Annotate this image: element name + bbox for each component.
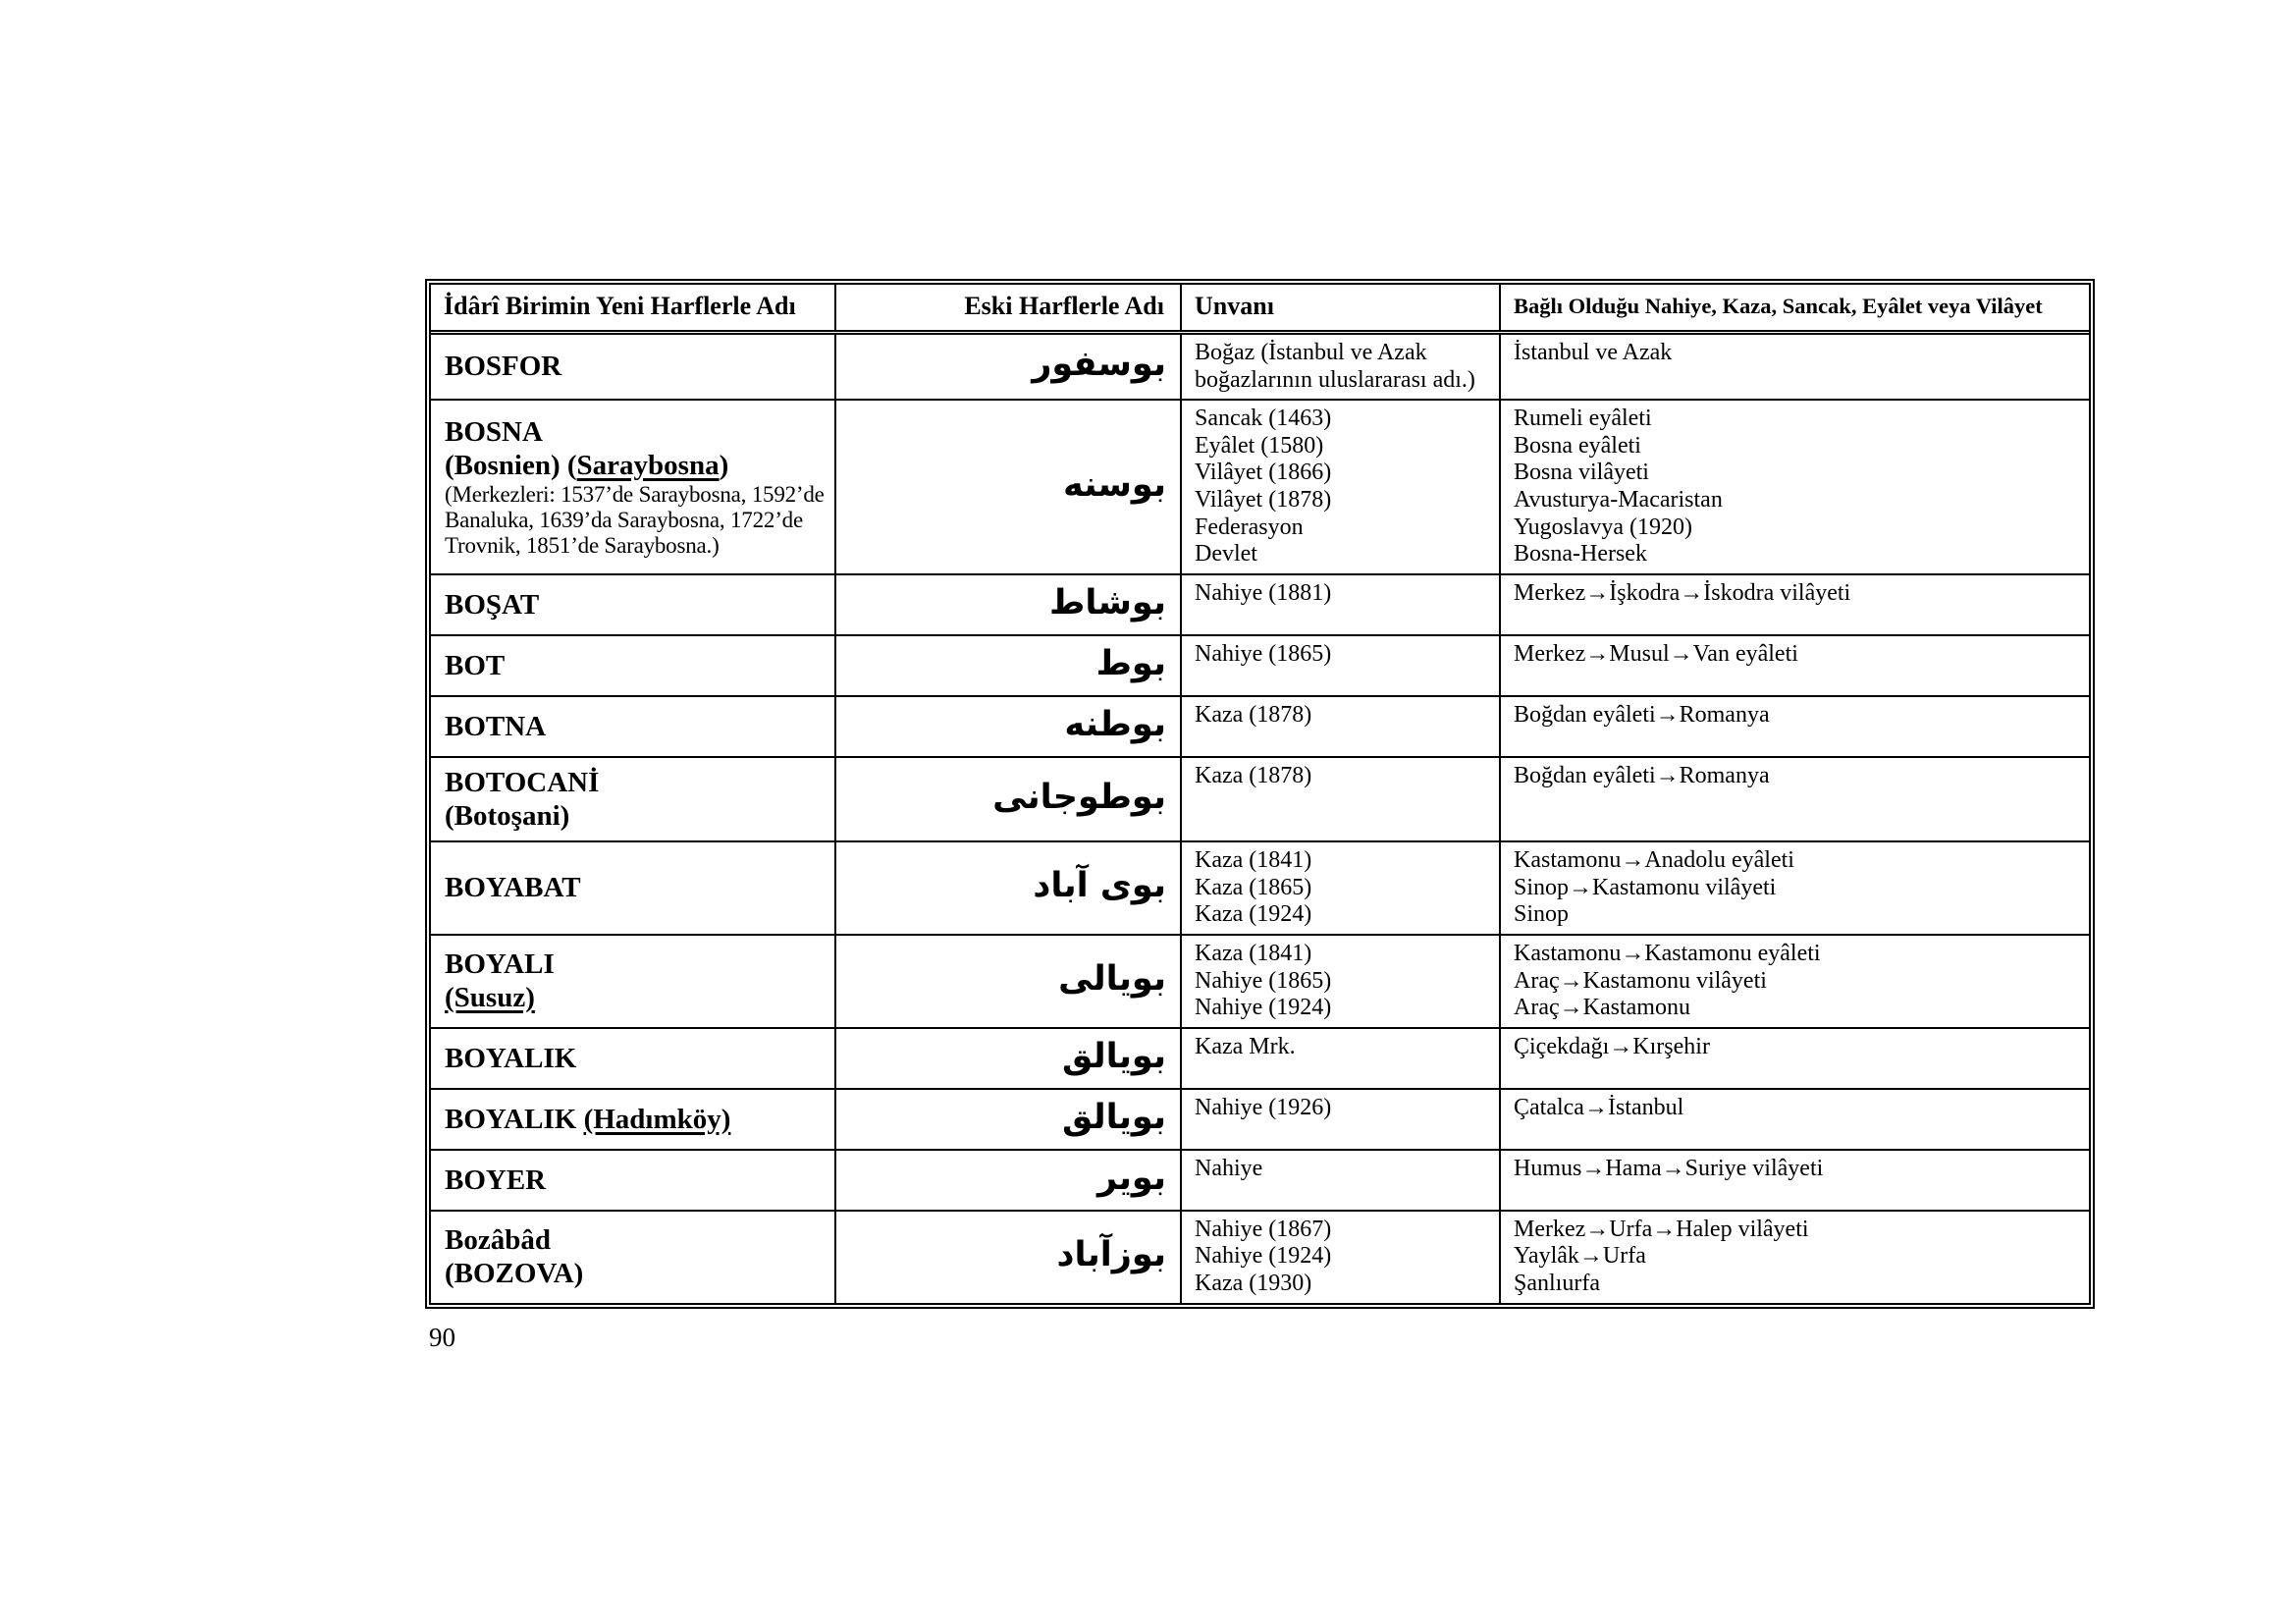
affiliation-cell xyxy=(1500,635,2089,696)
unit-name-line: BOŞAT xyxy=(445,588,540,621)
cell-line: Eyâlet (1580) xyxy=(1195,432,1324,459)
table-row xyxy=(431,841,2089,935)
ottoman-script-cell: بوطوجانى xyxy=(835,757,1181,841)
unit-name-line: BOYALIK (Hadımköy) xyxy=(445,1103,731,1135)
title-cell xyxy=(1181,757,1500,841)
cell-line: Kaza (1924) xyxy=(1195,901,1312,928)
unit-name-cell xyxy=(431,1150,835,1211)
unit-name-cell xyxy=(431,333,835,401)
ottoman-script-cell: بوير xyxy=(835,1150,1181,1211)
unit-name-line: (Bosnien) (Saraybosna) xyxy=(445,449,729,481)
cell-line: Şanlıurfa xyxy=(1514,1270,1600,1296)
cell-line: Nahiye (1926) xyxy=(1195,1094,1332,1120)
table-row xyxy=(431,400,2089,574)
cell-line: Kaza (1841) xyxy=(1195,940,1312,966)
cell-line: Boğaz (İstanbul ve Azak boğazlarının uluslararası adı.) xyxy=(1195,340,1475,393)
table-row xyxy=(431,935,2089,1028)
cell-line: Bosna vilâyeti xyxy=(1514,460,1649,486)
cell-line: Devlet xyxy=(1195,541,1257,568)
ottoman-script-cell: بويالى xyxy=(835,935,1181,1028)
cell-line: Bosna-Hersek xyxy=(1514,541,1647,568)
ottoman-script-cell: بوى آباد xyxy=(835,841,1181,935)
unit-name-line: (Susuz) xyxy=(445,982,535,1014)
cell-line: Sinop xyxy=(1514,901,1570,928)
cell-line: Avusturya-Macaristan xyxy=(1514,486,1723,513)
unit-name-note: (Merkezleri: 1537’de Saraybosna, 1592’de Banaluka, 1639’da Saraybosna, 1722’de Trovnik, 1851’de Saraybosna.) xyxy=(445,482,825,559)
title-cell xyxy=(1181,1028,1500,1089)
unit-name-line: (Botoşani) xyxy=(445,799,570,832)
header-affiliation: Bağlı Olduğu Nahiye, Kaza, Sancak, Eyâlet veya Vilâyet xyxy=(1500,285,2089,333)
table-row xyxy=(431,1028,2089,1089)
affiliation-cell xyxy=(1500,935,2089,1028)
cell-line: Araç→Kastamonu xyxy=(1514,995,1690,1021)
cell-line: Vilâyet (1878) xyxy=(1195,486,1332,513)
cell-line: Nahiye (1865) xyxy=(1195,640,1332,667)
unit-name-cell xyxy=(431,635,835,696)
unit-name-line: BOTOCANİ xyxy=(445,766,600,798)
cell-line: Nahiye xyxy=(1195,1155,1263,1181)
ottoman-script-cell: بويالق xyxy=(835,1028,1181,1089)
cell-line: İstanbul ve Azak xyxy=(1514,340,1673,365)
cell-line: Boğdan eyâleti→Romanya xyxy=(1514,701,1770,728)
header-new-letters-name: İdârî Birimin Yeni Harflerle Adı xyxy=(431,285,835,333)
cell-line: Kastamonu→Anadolu eyâleti xyxy=(1514,847,1794,874)
title-cell xyxy=(1181,935,1500,1028)
cell-line: Federasyon xyxy=(1195,514,1304,540)
cell-line: Kaza (1878) xyxy=(1195,701,1312,728)
table-row xyxy=(431,1211,2089,1303)
cell-line: Yaylâk→Urfa xyxy=(1514,1243,1646,1270)
unit-name-line: (BOZOVA) xyxy=(445,1258,584,1290)
unit-name-cell xyxy=(431,1089,835,1150)
cell-line: Nahiye (1865) xyxy=(1195,967,1332,994)
cell-line: Humus→Hama→Suriye vilâyeti xyxy=(1514,1155,1824,1181)
title-cell xyxy=(1181,1150,1500,1211)
cell-line: Kaza (1841) xyxy=(1195,847,1312,874)
cell-line: Sancak (1463) xyxy=(1195,406,1332,432)
table-row xyxy=(431,1150,2089,1211)
unit-name-line: BOYALI xyxy=(445,948,555,981)
unit-name-cell xyxy=(431,935,835,1028)
page-number: 90 xyxy=(429,1323,455,1352)
cell-line: Nahiye (1881) xyxy=(1195,579,1332,606)
unit-name-line: BOYABAT xyxy=(445,872,581,904)
title-cell xyxy=(1181,1211,1500,1303)
unit-name-line: BOSNA xyxy=(445,415,543,448)
unit-name-cell xyxy=(431,1211,835,1303)
affiliation-cell xyxy=(1500,841,2089,935)
header-title: Unvanı xyxy=(1181,285,1500,333)
unit-name-cell xyxy=(431,757,835,841)
cell-line: Nahiye (1924) xyxy=(1195,1243,1332,1270)
cell-line: Çiçekdağı→Kırşehir xyxy=(1514,1033,1710,1059)
unit-name-line: Bozâbâd xyxy=(445,1223,551,1256)
title-cell xyxy=(1181,635,1500,696)
cell-line: Yugoslavya (1920) xyxy=(1514,514,1692,540)
title-cell xyxy=(1181,333,1500,401)
cell-line: Merkez→İşkodra→İskodra vilâyeti xyxy=(1514,579,1851,606)
cell-line: Merkez→Urfa→Halep vilâyeti xyxy=(1514,1216,1809,1242)
unit-name-cell xyxy=(431,696,835,757)
unit-name-cell xyxy=(431,1028,835,1089)
table-row xyxy=(431,1089,2089,1150)
cell-line: Kaza Mrk. xyxy=(1195,1033,1296,1059)
title-cell xyxy=(1181,574,1500,635)
ottoman-script-cell: بوزآباد xyxy=(835,1211,1181,1303)
admin-units-table-grid xyxy=(431,285,2089,1303)
affiliation-cell xyxy=(1500,757,2089,841)
unit-name-line: BOYER xyxy=(445,1164,547,1196)
header-old-letters-name: Eski Harflerle Adı xyxy=(835,285,1181,333)
header-row xyxy=(431,285,2089,333)
cell-line: Vilâyet (1866) xyxy=(1195,460,1332,486)
affiliation-cell xyxy=(1500,400,2089,574)
ottoman-script-cell: بوسنه xyxy=(835,400,1181,574)
affiliation-cell xyxy=(1500,333,2089,401)
ottoman-script-cell: بوشاط xyxy=(835,574,1181,635)
cell-line: Nahiye (1924) xyxy=(1195,995,1332,1021)
cell-line: Rumeli eyâleti xyxy=(1514,406,1652,432)
unit-name-cell xyxy=(431,841,835,935)
table-row xyxy=(431,333,2089,401)
cell-line: Sinop→Kastamonu vilâyeti xyxy=(1514,874,1777,900)
cell-line: Merkez→Musul→Van eyâleti xyxy=(1514,640,1798,667)
ottoman-script-cell: بوط xyxy=(835,635,1181,696)
cell-line: Araç→Kastamonu vilâyeti xyxy=(1514,967,1767,994)
table-row xyxy=(431,635,2089,696)
affiliation-cell xyxy=(1500,574,2089,635)
unit-name-line: BOTNA xyxy=(445,710,547,742)
cell-line: Kaza (1930) xyxy=(1195,1270,1312,1296)
table-row xyxy=(431,757,2089,841)
ottoman-script-cell: بوطنه xyxy=(835,696,1181,757)
title-cell xyxy=(1181,400,1500,574)
unit-name-line: BOT xyxy=(445,649,506,681)
cell-line: Kastamonu→Kastamonu eyâleti xyxy=(1514,940,1821,966)
affiliation-cell xyxy=(1500,1089,2089,1150)
affiliation-cell xyxy=(1500,1028,2089,1089)
affiliation-cell xyxy=(1500,1211,2089,1303)
unit-name-line: BOSFOR xyxy=(445,351,562,383)
unit-name-line: BOYALIK xyxy=(445,1042,577,1074)
cell-line: Çatalca→İstanbul xyxy=(1514,1094,1684,1120)
table-row xyxy=(431,696,2089,757)
cell-line: Kaza (1878) xyxy=(1195,762,1312,788)
unit-name-cell xyxy=(431,574,835,635)
ottoman-script-cell: بويالق xyxy=(835,1089,1181,1150)
cell-line: Nahiye (1867) xyxy=(1195,1216,1332,1242)
unit-name-cell xyxy=(431,400,835,574)
admin-units-table xyxy=(425,279,2095,1309)
cell-line: Boğdan eyâleti→Romanya xyxy=(1514,762,1770,788)
cell-line: Bosna eyâleti xyxy=(1514,432,1641,459)
table-row xyxy=(431,574,2089,635)
title-cell xyxy=(1181,841,1500,935)
ottoman-script-cell: بوسفور xyxy=(835,333,1181,401)
affiliation-cell xyxy=(1500,1150,2089,1211)
affiliation-cell xyxy=(1500,696,2089,757)
title-cell xyxy=(1181,696,1500,757)
title-cell xyxy=(1181,1089,1500,1150)
cell-line: Kaza (1865) xyxy=(1195,874,1312,900)
